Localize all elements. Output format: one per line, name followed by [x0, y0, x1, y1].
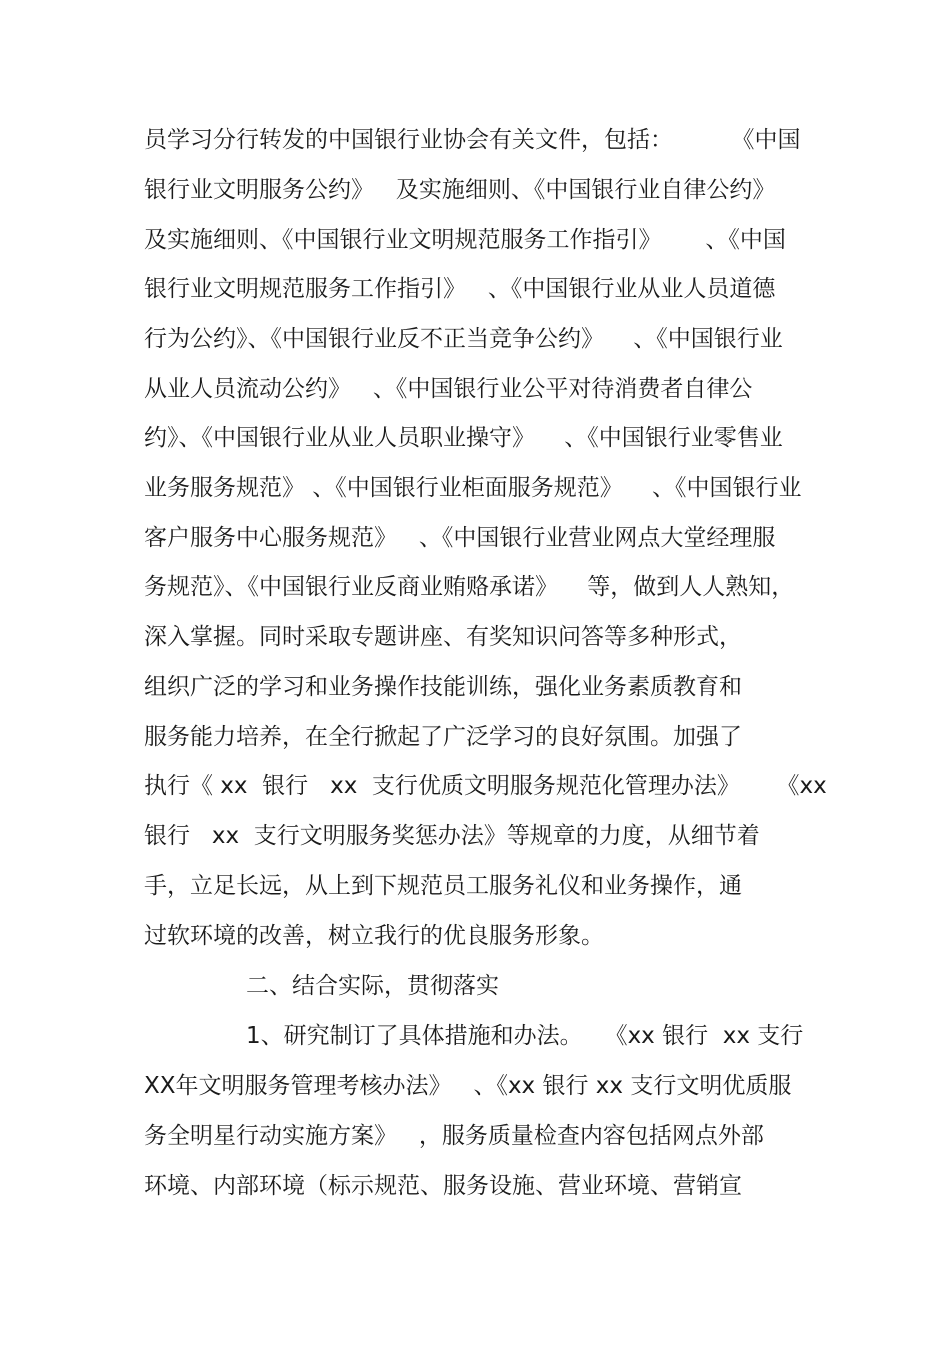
text-line: XX年文明服务管理考核办法》 、《xx 银行 xx 支行文明优质服 — [144, 1073, 792, 1099]
text-line: 手，立足长远，从上到下规范员工服务礼仪和业务操作，通 — [144, 873, 742, 899]
text-line: 过软环境的改善，树立我行的优良服务形象。 — [144, 923, 604, 949]
text-line: 客户服务中心服务规范》 、《中国银行业营业网点大堂经理服 — [144, 525, 776, 551]
text-line: 约》、《中国银行业从业人员职业操守》 、《中国银行业零售业 — [144, 425, 783, 451]
text-line: 从业人员流动公约》 、《中国银行业公平对待消费者自律公 — [144, 376, 753, 402]
text-line: 银行 xx 支行文明服务奖惩办法》等规章的力度，从细节着 — [144, 823, 760, 849]
text-line: 行为公约》、《中国银行业反不正当竞争公约》 、《中国银行业 — [144, 326, 783, 352]
text-line: 银行业文明服务公约》 及实施细则、《中国银行业自律公约》 — [144, 177, 776, 203]
text-line: 1、研究制订了具体措施和办法。 《xx 银行 xx 支行 — [246, 1023, 804, 1049]
text-line: 组织广泛的学习和业务操作技能训练，强化业务素质教育和 — [144, 674, 742, 700]
text-line: 深入掌握。同时采取专题讲座、有奖知识问答等多种形式， — [144, 624, 742, 650]
text-line: 及实施细则、《中国银行业文明规范服务工作指引》 、《中国 — [144, 227, 786, 253]
text-line: 服务能力培养，在全行掀起了广泛学习的良好氛围。加强了 — [144, 724, 742, 750]
text-line: 银行业文明规范服务工作指引》 、《中国银行业从业人员道德 — [144, 276, 776, 302]
text-line: 执行《 xx 银行 xx 支行优质文明服务规范化管理办法》 《xx — [144, 773, 827, 799]
text-line: 员学习分行转发的中国银行业协会有关文件，包括： 《中国 — [144, 127, 801, 153]
text-line: 业务服务规范》 、《中国银行业柜面服务规范》 、《中国银行业 — [144, 475, 802, 501]
text-line: 环境、内部环境（标示规范、服务设施、营业环境、营销宣 — [144, 1173, 742, 1199]
section-heading: 二、结合实际，贯彻落实 — [246, 973, 499, 999]
text-line: 务全明星行动实施方案》 ，服务质量检查内容包括网点外部 — [144, 1123, 764, 1149]
text-line: 务规范》、《中国银行业反商业贿赂承诺》 等，做到人人熟知， — [144, 574, 795, 600]
